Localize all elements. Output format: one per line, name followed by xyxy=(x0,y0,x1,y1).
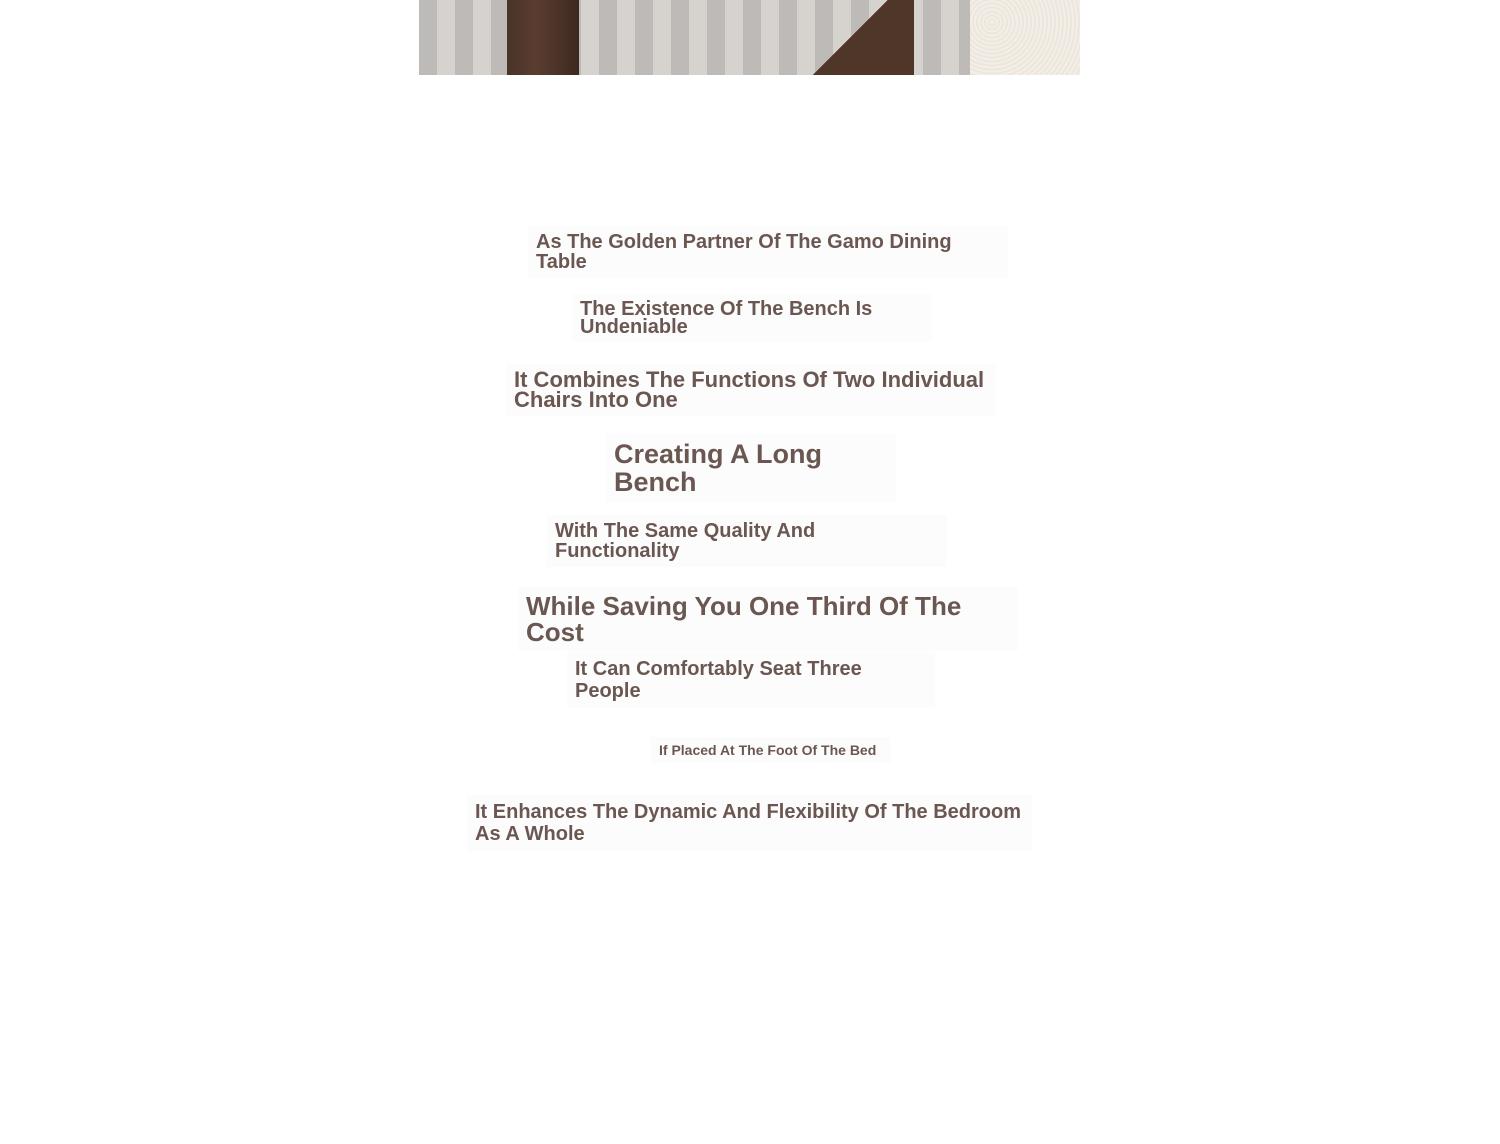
copy-line-saving-cost: While Saving You One Third Of The Cost xyxy=(518,587,1018,651)
copy-line-foot-of-bed: If Placed At The Foot Of The Bed xyxy=(651,737,891,763)
copy-line-long-bench: Creating A Long Bench xyxy=(606,434,896,502)
copy-line-enhances-bedroom: It Enhances The Dynamic And Flexibility Of The Bedroom As A Whole xyxy=(467,795,1032,851)
copy-line-same-quality: With The Same Quality And Functionality xyxy=(547,515,947,567)
bench-leg-left xyxy=(507,0,579,75)
bench-leg-right xyxy=(794,0,914,75)
copy-line-combines-functions: It Combines The Functions Of Two Individual Chairs Into One xyxy=(506,364,996,416)
copy-line-golden-partner: As The Golden Partner Of The Gamo Dining Table xyxy=(528,226,1008,278)
copy-line-seat-three: It Can Comfortably Seat Three People xyxy=(567,652,935,708)
copy-line-bench-existence: The Existence Of The Bench Is Undeniable xyxy=(572,294,932,342)
rug-texture xyxy=(970,0,1080,75)
hero-image xyxy=(419,0,1080,75)
